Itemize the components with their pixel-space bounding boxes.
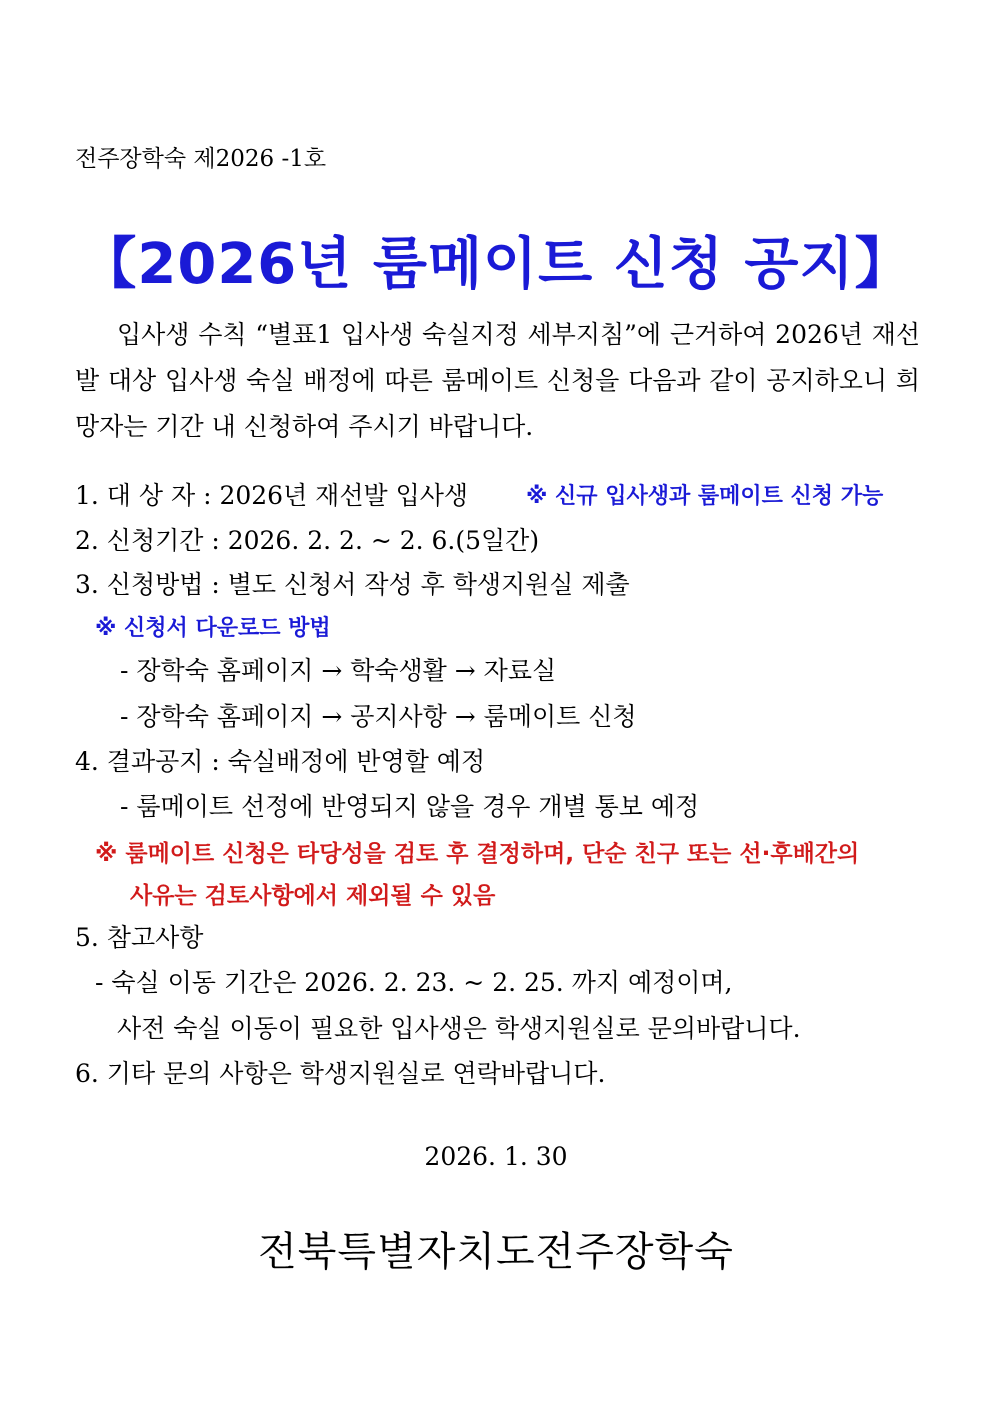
item-reference: 5. 참고사항 <box>75 923 204 952</box>
notice-title: 【2026년 룸메이트 신청 공지】 <box>80 232 912 297</box>
intro-paragraph: 입사생 수칙 “별표1 입사생 숙실지정 세부지침”에 근거하여 2026년 재선발 대상 입사생 숙실 배정에 따른 룸메이트 신청을 다음과 같이 공지하오니 희망자는 기간 내 신청하여 주시기 바랍니다. <box>75 320 920 441</box>
item-period: 2. 신청기간 : 2026. 2. 2. ~ 2. 6.(5일간) <box>75 526 540 555</box>
download-note: ※ 신청서 다운로드 방법 <box>95 616 331 641</box>
warning-line-1: ※ 룸메이트 신청은 타당성을 검토 후 결정하며, 단순 친구 또는 선·후배간의 <box>95 841 860 867</box>
organization-name: 전북특별자치도전주장학숙 <box>258 1229 734 1275</box>
document-number: 전주장학숙 제2026 -1호 <box>75 146 327 172</box>
warning-line-2: 사유는 검토사항에서 제외될 수 있음 <box>130 883 496 909</box>
item-target: 1. 대 상 자 : 2026년 재선발 입사생 <box>75 481 469 510</box>
reference-sub-2: 사전 숙실 이동이 필요한 입사생은 학생지원실로 문의바랍니다. <box>117 1014 801 1043</box>
download-path-1: - 장학숙 홈페이지 → 학숙생활 → 자료실 <box>120 656 557 685</box>
item-method: 3. 신청방법 : 별도 신청서 작성 후 학생지원실 제출 <box>75 570 630 599</box>
item-other: 6. 기타 문의 사항은 학생지원실로 연락바랍니다. <box>75 1059 606 1088</box>
download-path-2: - 장학숙 홈페이지 → 공지사항 → 룸메이트 신청 <box>120 702 637 731</box>
item-result: 4. 결과공지 : 숙실배정에 반영할 예정 <box>75 747 486 776</box>
target-note: ※ 신규 입사생과 룸메이트 신청 가능 <box>526 484 884 509</box>
notice-date: 2026. 1. 30 <box>424 1142 568 1171</box>
reference-sub-1: - 숙실 이동 기간은 2026. 2. 23. ~ 2. 25. 까지 예정이며, <box>95 968 733 997</box>
result-sub: - 룸메이트 선정에 반영되지 않을 경우 개별 통보 예정 <box>120 792 700 821</box>
